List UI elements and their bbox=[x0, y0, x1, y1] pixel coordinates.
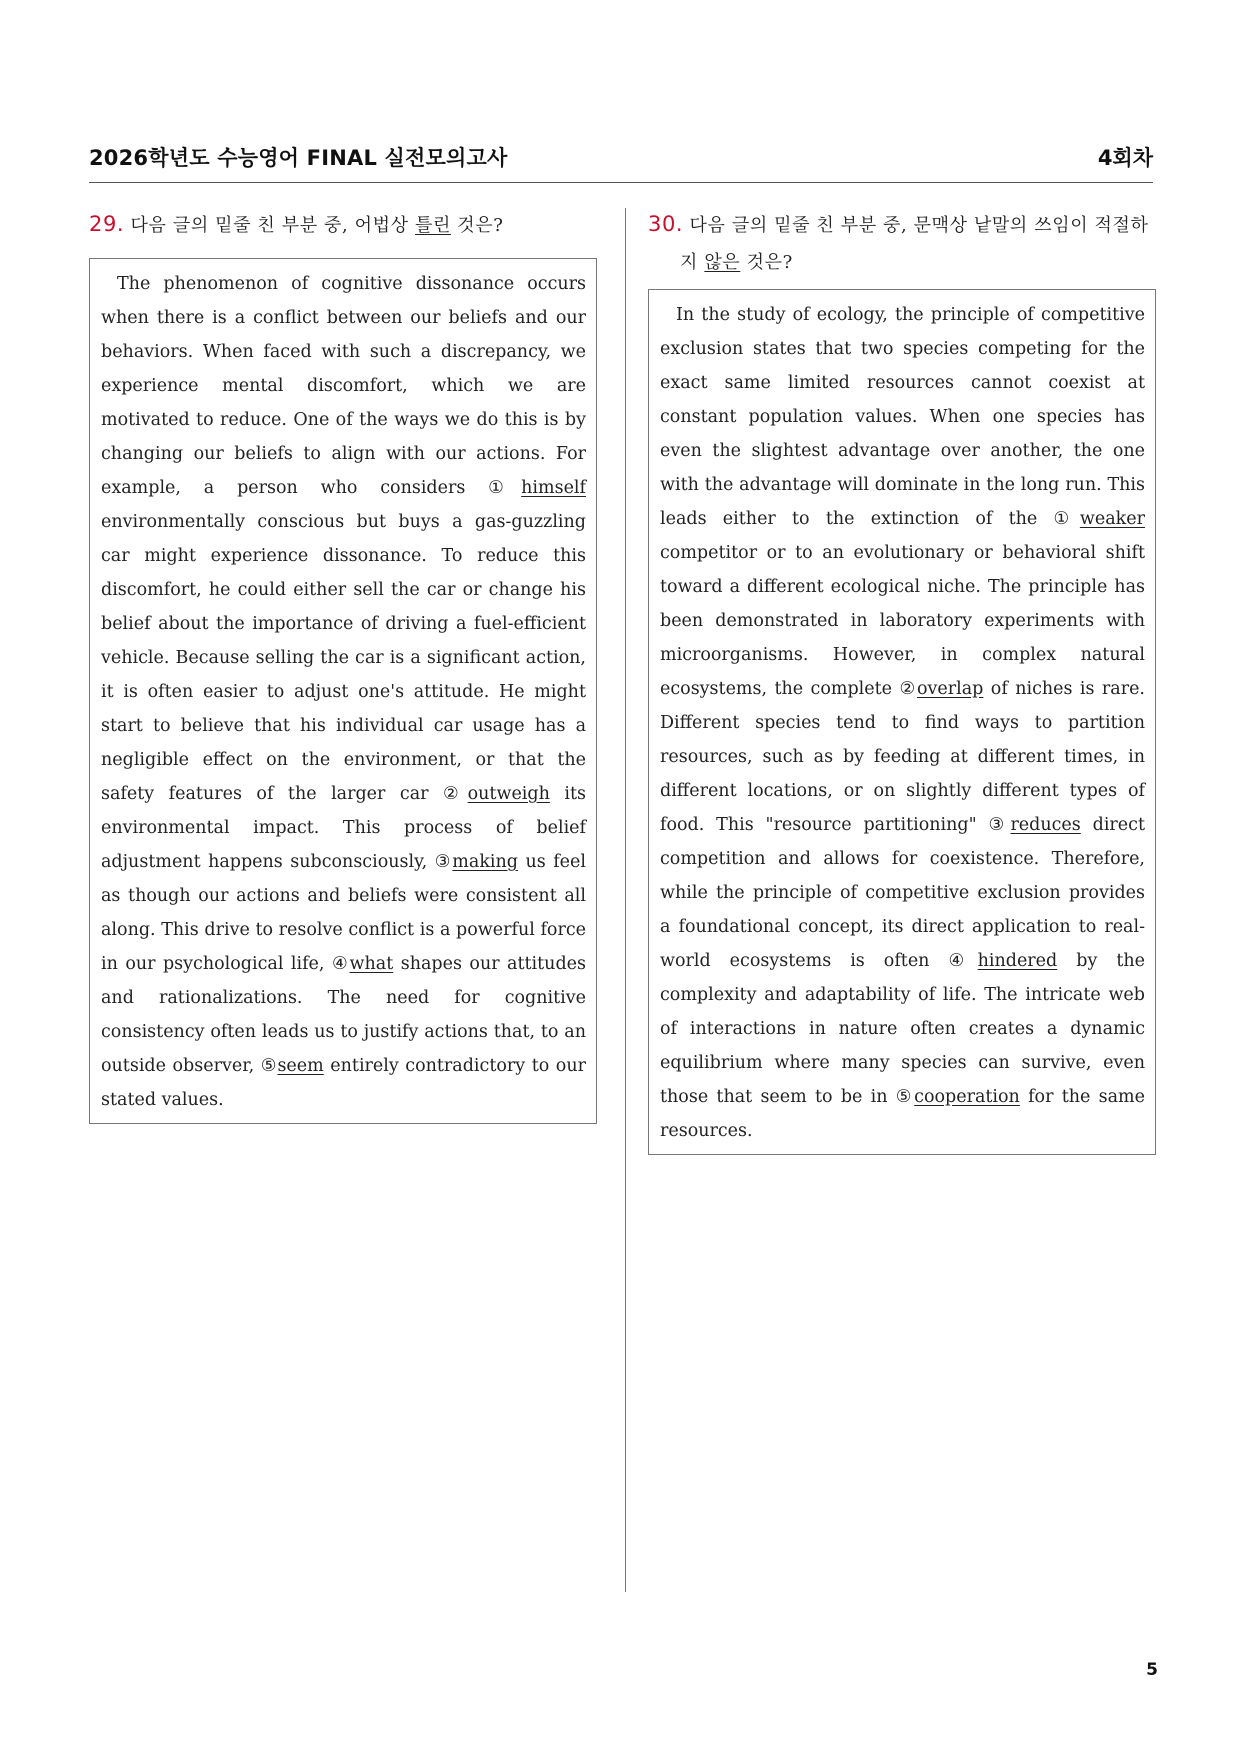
passage-segment: competitor or to an evolutionary or behavioral shift toward a different ecological niche. The principle has been demonstrated in laboratory experiments with microorganisms. However, in complex natural ecosystems, the complete bbox=[660, 543, 1145, 699]
passage-segment: its environmental impact. This process of belief adjustment happens subconsciously, bbox=[101, 784, 586, 872]
underlined-choice-3: making bbox=[452, 852, 518, 872]
choice-marker-4: ④ bbox=[331, 954, 350, 974]
underlined-choice-1: himself bbox=[521, 478, 586, 498]
column-divider bbox=[625, 208, 626, 1592]
question-30 bbox=[648, 206, 1156, 1155]
page-number: 5 bbox=[1146, 1660, 1158, 1680]
underlined-choice-2: outweigh bbox=[467, 784, 550, 804]
passage-segment: for the same resources. bbox=[660, 1087, 1145, 1141]
choice-marker-5: ⑤ bbox=[895, 1087, 915, 1107]
choice-marker-3: ③ bbox=[434, 852, 453, 872]
underlined-choice-1: weaker bbox=[1079, 509, 1145, 529]
question-number: 29. bbox=[89, 212, 125, 236]
prompt-text-end: 것은? bbox=[450, 215, 504, 236]
underlined-choice-5: seem bbox=[277, 1056, 324, 1076]
prompt-emphasis: 틀린 bbox=[414, 215, 451, 236]
underlined-choice-3: reduces bbox=[1010, 815, 1081, 835]
passage-text bbox=[660, 298, 1145, 1148]
question-30-prompt bbox=[648, 206, 1156, 281]
passage-segment: entirely contradictory to our stated values. bbox=[101, 1056, 586, 1110]
underlined-choice-5: cooperation bbox=[914, 1087, 1020, 1107]
passage-box-30 bbox=[648, 289, 1156, 1155]
passage-segment: by the complexity and adaptability of life. The intricate web of interactions in nature often creates a dynamic equilibrium where many species can survive, even those that seem to be in bbox=[660, 951, 1145, 1107]
passage-box-29 bbox=[89, 258, 597, 1124]
passage-segment: of niches is rare. Different species tend to find ways to partition resources, such as by feeding at different times, in different locations, or on slightly different types of food. This "resource partitioning" bbox=[660, 679, 1145, 835]
passage-segment: In the study of ecology, the principle of competitive exclusion states that two species competing for the exact same limited resources cannot coexist at constant population values. When one species has even the slightest advantage over another, the one with the advantage will dominate in the long run. This leads either to the extinction of the bbox=[660, 305, 1145, 529]
underlined-choice-4: hindered bbox=[977, 951, 1058, 971]
passage-segment: us feel as though our actions and beliefs were consistent all along. This drive to resolve conflict is a powerful force in our psychological life, bbox=[101, 852, 586, 974]
choice-marker-1: ① bbox=[1053, 509, 1080, 529]
prompt-text-end: 것은? bbox=[740, 252, 793, 273]
choice-marker-2: ② bbox=[899, 679, 917, 699]
question-29 bbox=[89, 206, 597, 1124]
underlined-choice-4: what bbox=[349, 954, 394, 974]
prompt-text: 다음 글의 밑줄 친 부분 중, 문맥상 낱말의 쓰임이 적절하지 bbox=[680, 215, 1149, 273]
underlined-choice-2: overlap bbox=[917, 679, 984, 699]
passage-segment: direct competition and allows for coexistence. Therefore, while the principle of competitive exclusion provides a foundational concept, its direct application to real-world ecosystems is often bbox=[660, 815, 1145, 971]
choice-marker-1: ① bbox=[488, 478, 522, 498]
passage-segment: shapes our attitudes and rationalizations. The need for cognitive consistency often leads us to justify actions that, to an outside observer, bbox=[101, 954, 586, 1076]
choice-marker-4: ④ bbox=[948, 951, 978, 971]
prompt-text: 다음 글의 밑줄 친 부분 중, 어법상 bbox=[130, 215, 415, 236]
exam-title: 2026학년도 수능영어 FINAL 실전모의고사 bbox=[89, 146, 508, 170]
choice-marker-5: ⑤ bbox=[260, 1056, 278, 1076]
question-29-prompt bbox=[89, 206, 597, 244]
question-number: 30. bbox=[648, 212, 684, 236]
choice-marker-2: ② bbox=[443, 784, 468, 804]
exam-round: 4회차 bbox=[1097, 146, 1153, 170]
passage-text bbox=[101, 267, 586, 1117]
passage-segment: environmentally conscious but buys a gas-guzzling car might experience dissonance. To reduce this discomfort, he could either sell the car or change his belief about the importance of driving a fuel-efficient vehicle. Because selling the car is a significant action, it is often easier to adjust one's attitude. He might start to believe that his individual car usage has a negligible effect on the environment, or that the safety features of the larger car bbox=[101, 512, 586, 804]
page-header bbox=[89, 142, 1153, 183]
prompt-emphasis: 않은 bbox=[704, 252, 741, 273]
choice-marker-3: ③ bbox=[988, 815, 1011, 835]
passage-segment: The phenomenon of cognitive dissonance occurs when there is a conflict between our beliefs and our behaviors. When faced with such a discrepancy, we experience mental discomfort, which we are motivated to reduce. One of the ways we do this is by changing our beliefs to align with our actions. For example, a person who considers bbox=[101, 274, 586, 498]
